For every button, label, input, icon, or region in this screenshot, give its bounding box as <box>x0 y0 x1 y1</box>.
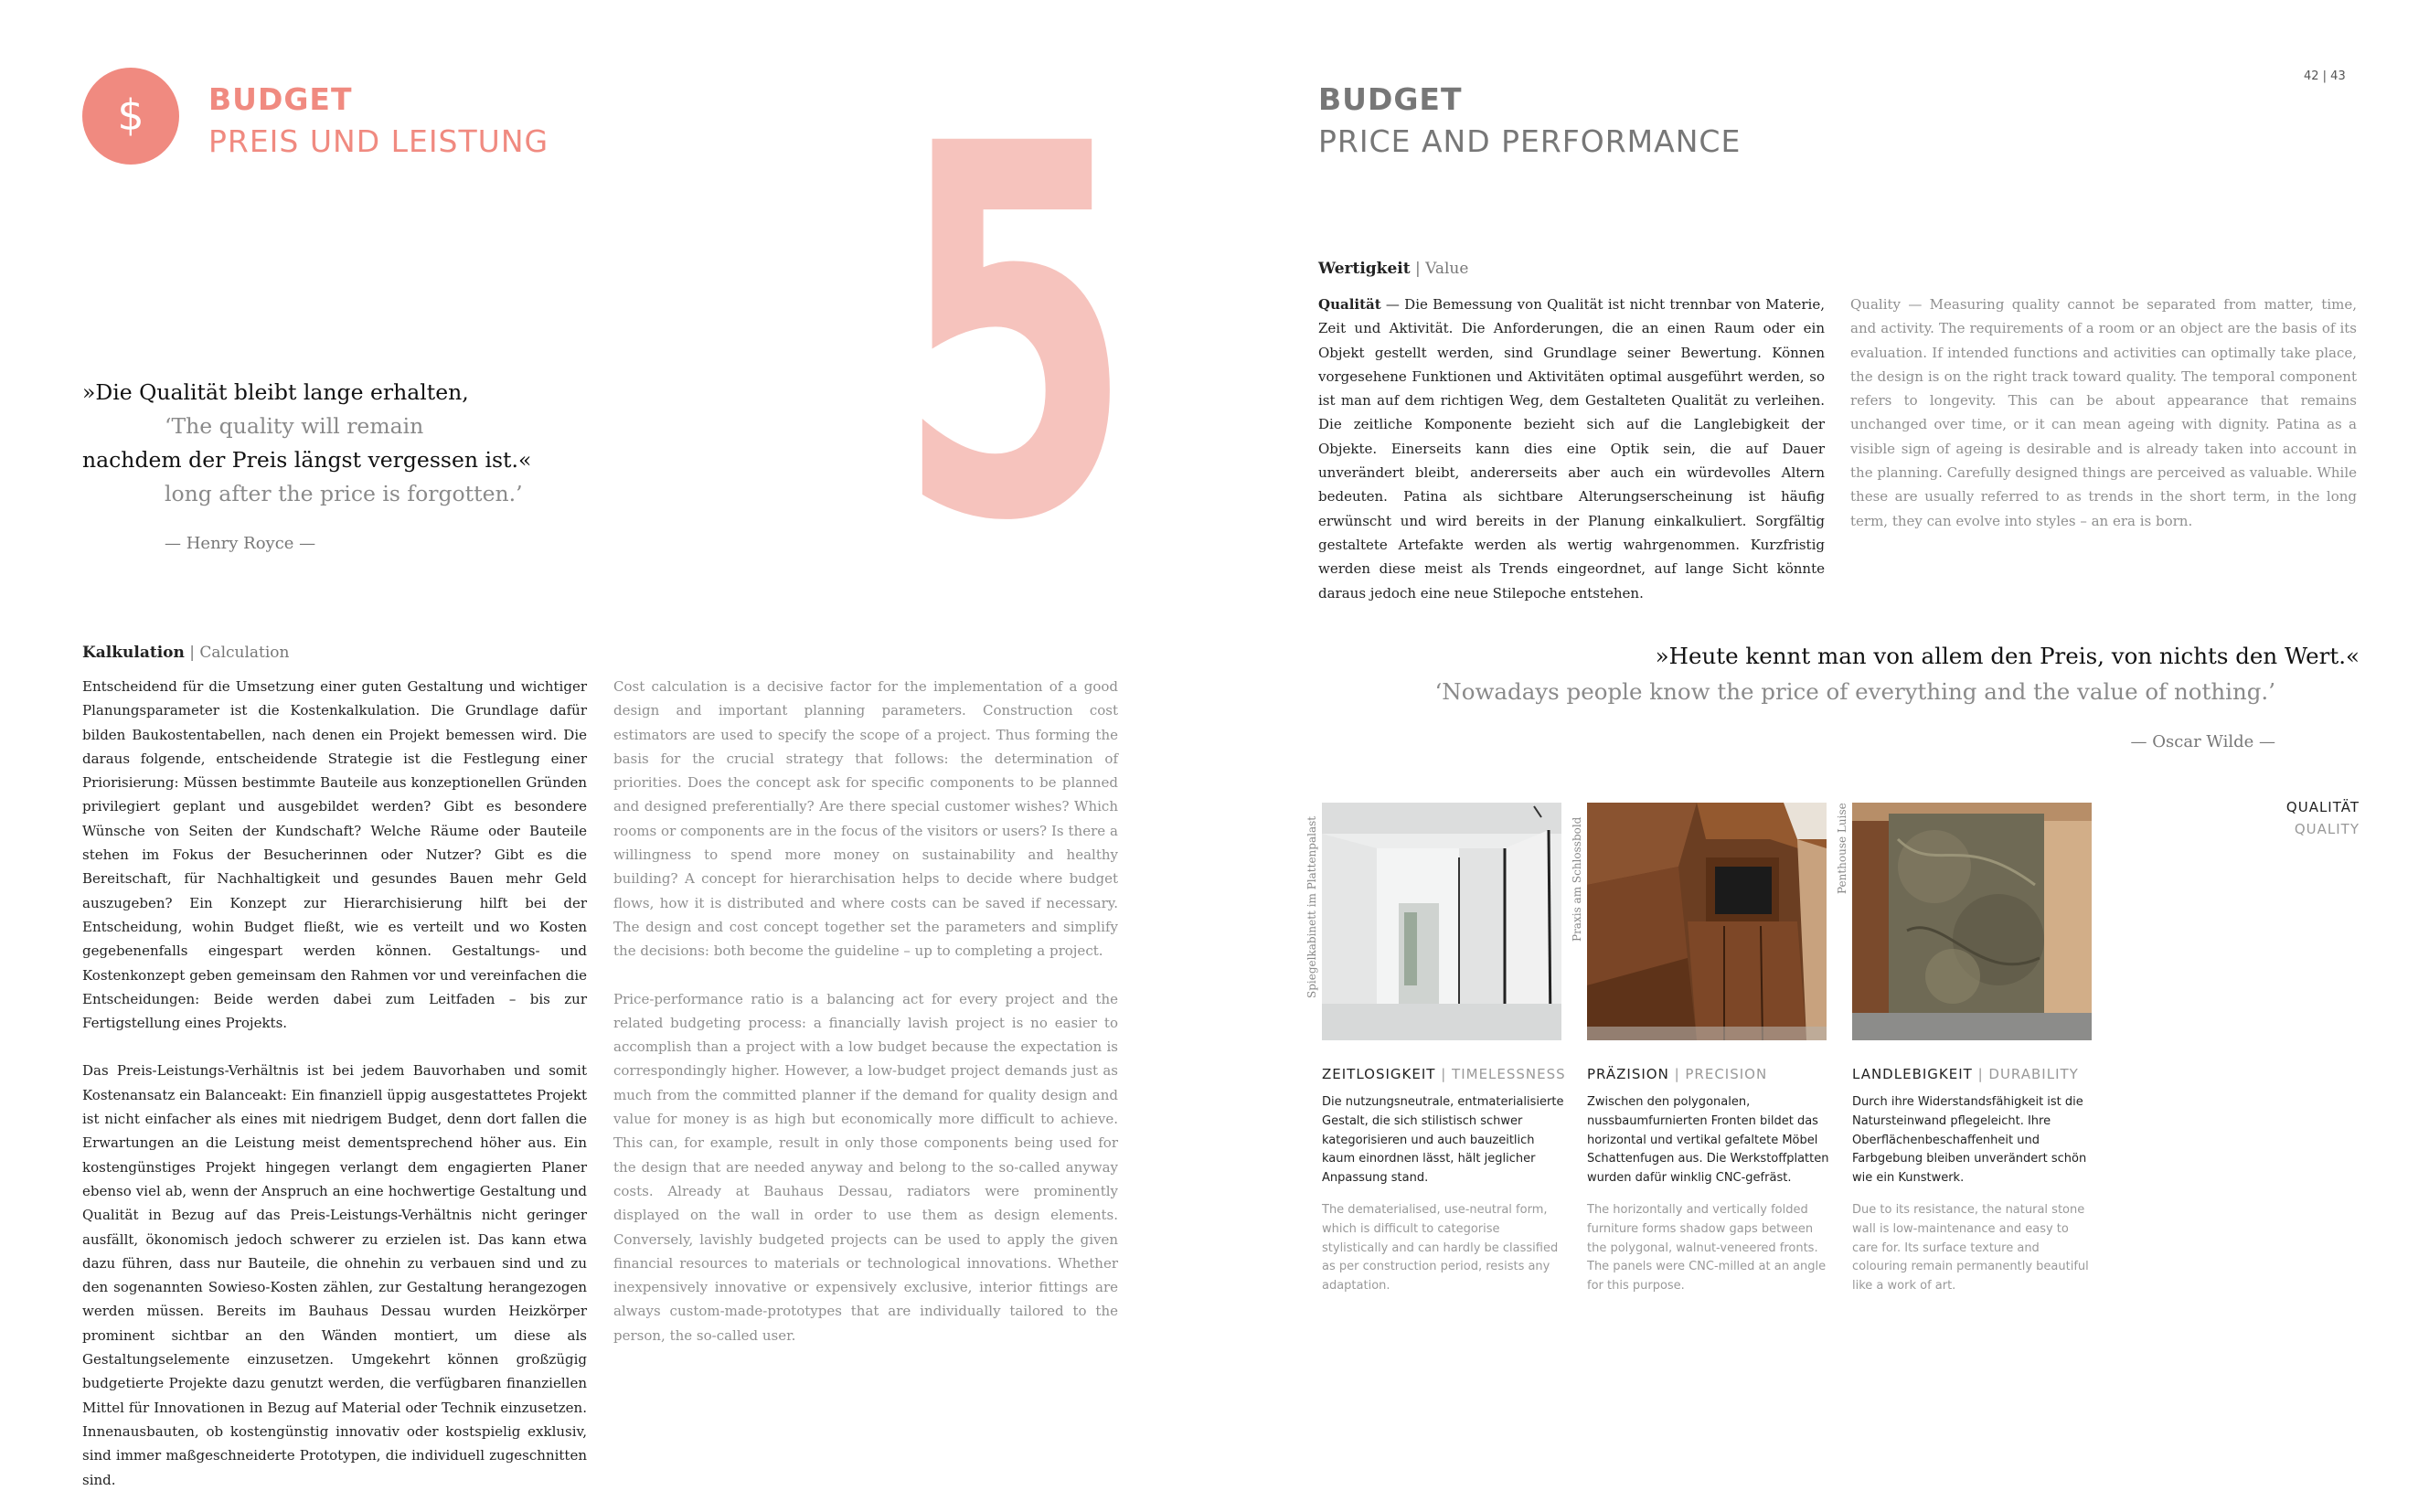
value-en-lead: Quality <box>1850 296 1901 313</box>
calculation-en-paragraph-1: Cost calculation is a decisive factor for the implementation of a good design and important planning parameters. Construction cost estimators are used to specify the scope of a project. Thus forming the basis for the crucial strategy that follows: the determination of priorities. Does the concept ask for specific components to be planned and designed preferentially? Are there special customer wishes? Which rooms or components are in the focus of the visitors or users? Is there a willingness to spend more money on sustainability and healthy building? A concept for hierarchisation helps to decide where budget flows, how it is distributed and where costs can be saved if necessary. The design and cost concept together set the parameters and simplify the decisions: both become the guideline – up to completing a project. <box>613 678 1118 960</box>
chapter-number-text: 5 <box>896 37 1134 634</box>
photo1-heading-de: ZEITLOSIGKEIT <box>1322 1066 1436 1082</box>
photo3-caption-en: Due to its resistance, the natural stone wall is low-maintenance and easy to care for. Its surface texture and colouring remain permanently beautiful like a work of art. <box>1852 1203 2089 1294</box>
calculation-heading <box>82 645 290 661</box>
value-heading <box>1318 261 1468 277</box>
value-heading-en: Value <box>1425 260 1469 278</box>
photo3-vertical-label: Penthouse Luise <box>1836 803 1848 894</box>
side-label-en: QUALITY <box>2294 821 2360 837</box>
photo2-heading-de: PRÄZISION <box>1587 1066 1669 1082</box>
value-en-text: — Measuring quality cannot be separated from matter, time, and activity. The requirements of a room or an object are the basis of its evaluation. If intended functions and activities can optimally take place, the design is on the right track toward quality. The temporal component refers to longevity. This can be about appearance that remains unchanged over time, or it can mean ageing with dignity. Patina as a visible sign of ageing is desirable and is already taken into account in the planning. Carefully designed things are perceived as valuable. While these are usually referred to as trends in the short term, in the long term, they can evolve into styles – an era is born. <box>1850 296 2357 529</box>
value-heading-de: Wertigkeit <box>1318 260 1411 278</box>
quote1-de-line1: »Die Qualität bleibt lange erhalten, <box>82 379 469 405</box>
chapter-number <box>878 37 1152 634</box>
value-text-de <box>1318 293 1825 605</box>
quote1-author: — Henry Royce — <box>165 534 316 553</box>
photo3-heading-en: DURABILITY <box>1988 1066 2079 1082</box>
page-numbers: 42 | 43 <box>2304 69 2346 83</box>
photo2-vertical-label: Praxis am Schlossbold <box>1571 816 1583 942</box>
photo-mirror-cabinet <box>1322 803 1561 1040</box>
photo1-heading-en: TIMELESSNESS <box>1452 1066 1566 1082</box>
photo1-caption-en: The dematerialised, use-neutral form, which is difficult to categorise stylistically and can hardly be classified as per construction period, resists any adaptation. <box>1322 1203 1559 1294</box>
quote2-en: ‘Nowadays people know the price of everything and the value of nothing.’ <box>1434 678 2275 705</box>
calculation-de-paragraph-2: Das Preis-Leistungs-Verhältnis ist bei jedem Bauvorhaben und somit Kostenansatz ein Balanceakt: Ein finanziell üppig ausgestattetes Projekt ist nicht einfacher als eines mit niedrigem Budget, denn dort fallen die Erwartungen an die Leistung meist dementsprechend höher aus. Ein kostengünstiges Projekt hingegen verlangt dem engagierten Planer ebenso viel ab, wenn der Anspruch an eine hochwertige Gestaltung und Qualität in Bezug auf das Preis-Leistungs-Verhältnis nicht geringer ausfällt, ökonomisch jedoch schwerer zu erzielen ist. Das kann etwa dazu führen, dass nur Bauteile, die ohnehin zu verbauen sind und zu den sogenannten Sowieso-Kosten zählen, zur Gestaltung herangezogen werden müssen. Bereits im Bauhaus Dessau wurden Heizkörper prominent sichtbar an den Wänden montiert, um diese als Gestaltungselemente einzusetzen. Umgekehrt können großzügig budgetierte Projekte dazu genutzt werden, die verfügbaren finanziellen Mittel für Innovationen in Bezug auf Material oder Technik einzusetzen. Innenausbauten, ob kostengünstig innovativ oder kostspielig exklusiv, sind immer maßgeschneiderte Prototypen, die individuell zugeschnitten sind. <box>82 1062 587 1488</box>
photo3-caption-heading: LANDLEBIGKEIT | DURABILITY <box>1852 1066 2079 1082</box>
left-page-subtitle: PREIS UND LEISTUNG <box>208 123 549 159</box>
photo2-caption-heading: PRÄZISION | PRECISION <box>1587 1066 1768 1082</box>
left-page-title: BUDGET <box>208 81 353 117</box>
heading-separator: | <box>184 644 200 662</box>
dollar-icon <box>82 68 179 165</box>
right-page-subtitle: PRICE AND PERFORMANCE <box>1318 123 1742 159</box>
calculation-de-paragraph-1: Entscheidend für die Umsetzung einer guten Gestaltung und wichtiger Planungsparameter ist die Kostenkalkulation. Die Grundlage dafür bilden Baukostentabellen, nach denen ein Projekt bemessen wird. Die daraus folgende, entscheidende Strategie ist die Festlegung einer Priorisierung: Müssen bestimmte Bauteile aus konzeptionellen Gründen privilegiert geplant und ausgebildet werden? Gibt es besondere Wünsche von Seiten der Kundschaft? Welche Räume oder Bauteile stehen im Fokus der Besucherinnen oder Nutzer? Gibt es die Bereitschaft, für Nachhaltigkeit und gesundes Bauen mehr Geld auszugeben? Ein Konzept zur Hierarchisierung hilft bei der Entscheidung, wohin Budget fließt, wie es verteilt und wo Kosten gegebenenfalls eingespart werden können. Gestaltungs- und Kostenkonzept geben gemeinsam den Rahmen vor und vereinfachen die Entscheidungen: Beide werden dabei zum Leitfaden – bis zur Fertigstellung eines Projekts. <box>82 678 587 1032</box>
right-page-title: BUDGET <box>1318 81 1463 117</box>
photo3-caption-de: Durch ihre Widerstandsfähigkeit ist die Natursteinwand pflegeleicht. Ihre Oberflächenbeschaffenheit und Farbgebung bleiben unverändert schön wie ein Kunstwerk. <box>1852 1095 2087 1186</box>
quote1-en-line2: long after the price is forgotten.’ <box>165 481 523 506</box>
photo3-heading-de: LANDLEBIGKEIT <box>1852 1066 1973 1082</box>
calculation-heading-de: Kalkulation <box>82 644 185 662</box>
photo1-vertical-label: Spiegelkabinett im Plattenpalast <box>1305 815 1318 998</box>
photo-walnut-furniture <box>1587 803 1827 1040</box>
quote2-author: — Oscar Wilde — <box>2130 732 2275 751</box>
photo1-caption-de: Die nutzungsneutrale, entmaterialisierte Gestalt, die sich stilistisch schwer kategorisieren und auch bauzeitlich kaum einordnen lässt, hält jeglicher Anpassung stand. <box>1322 1095 1564 1186</box>
calculation-en-paragraph-2: Price-performance ratio is a balancing act for every project and the related budgeting process: a financially lavish project is no easier to accomplish than a project with a low budget because the expectation is correspondingly higher. However, a low-budget project demands just as much from the committed planner if the demand for quality design and value for money is as high but economically more difficult to achieve. This can, for example, result in only those components being used for the design that are needed anyway and belong to the so-called anyway costs. Already at Bauhaus Dessau, radiators were prominently displayed on the wall in order to use them as design elements. Conversely, lavishly budgeted projects can be used to apply the given financial resources to materials or technological innovations. Whether inexpensively innovative or expensively exclusive, interior fittings are always custom-made-prototypes that are individually tailored to the person, the so-called user. <box>613 990 1118 1344</box>
photo2-caption-en: The horizontally and vertically folded furniture forms shadow gaps between the polygonal, walnut-veneered fronts. The panels were CNC-milled at an angle for this purpose. <box>1587 1203 1827 1294</box>
value-de-lead: Qualität <box>1318 296 1381 313</box>
photo2-heading-en: PRECISION <box>1685 1066 1768 1082</box>
quote1-de-line2: nachdem der Preis längst vergessen ist.« <box>82 447 532 473</box>
photo1-caption-heading: ZEITLOSIGKEIT | TIMELESSNESS <box>1322 1066 1566 1082</box>
value-de-text: — Die Bemessung von Qualität ist nicht trennbar von Materie, Zeit und Aktivität. Die Anforderungen, die an einen Raum oder ein Objekt gestellt werden, sind Grundlage seiner Bewertung. Können vorgesehene Funktionen und Aktivitäten optimal ausgeführt werden, so ist man auf dem richtigen Weg, dem Gestalteten Qualität zu verleihen. Die zeitliche Komponente bezieht sich auf die Langlebigkeit der Objekte. Einerseits kann dies eine Optik sein, die auf Dauer unverändert bleibt, andererseits aber auch ein würdevolles Altern bedeuten. Patina als sichtbare Alterungserscheinung ist häufig erwünscht und wird bereits in der Planung einkalkuliert. Sorgfältig gestaltete Artefakte werden als wertig wahrgenommen. Kurzfristig werden diese meist als Trends eingeordnet, auf lange Sicht könnte daraus jedoch eine neue Stilepoche entstehen. <box>1318 296 1825 602</box>
value-text-en <box>1850 293 2357 533</box>
svg-text:$: $ <box>117 91 144 140</box>
heading-separator: | <box>1410 260 1426 278</box>
quote1-en-line1: ‘The quality will remain <box>165 413 424 439</box>
quote2-de: »Heute kennt man von allem den Preis, von nichts den Wert.« <box>1655 643 2360 669</box>
calculation-text-de <box>82 675 587 1492</box>
side-label-de: QUALITÄT <box>2285 799 2360 815</box>
photo-stone-wall <box>1852 803 2092 1040</box>
photo2-caption-de: Zwischen den polygonalen, nussbaumfurnierten Fronten bildet das horizontal und vertikal gefaltete Möbel Schattenfugen aus. Die Werkstoffplatten wurden dafür winklig CNC-gefräst. <box>1587 1095 1829 1186</box>
calculation-text-en <box>613 675 1118 1347</box>
calculation-heading-en: Calculation <box>199 644 290 662</box>
